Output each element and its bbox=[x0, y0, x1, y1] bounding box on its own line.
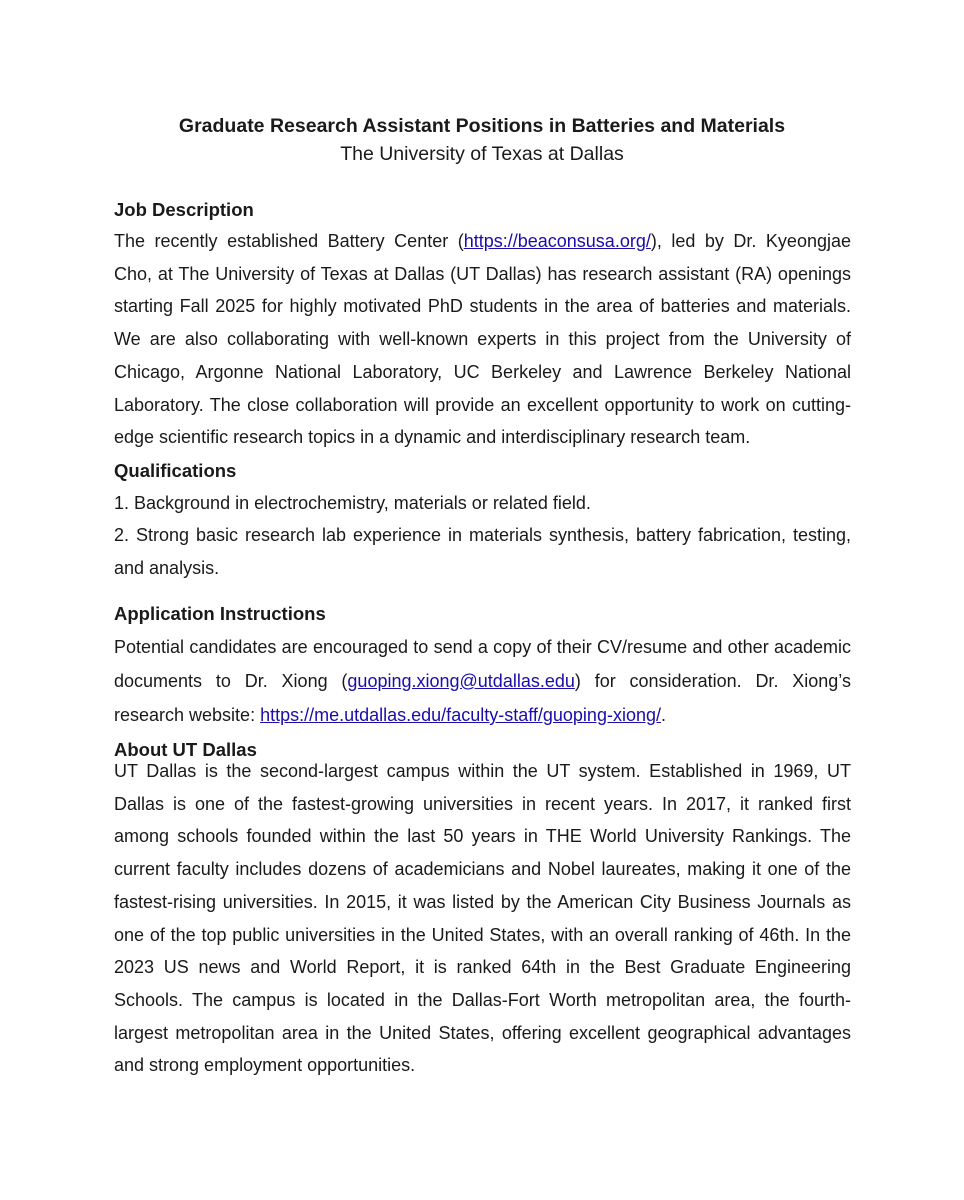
battery-center-link[interactable]: https://beaconsusa.org/ bbox=[463, 231, 651, 251]
job-text-before-link: The recently established Battery Center ( bbox=[114, 231, 464, 251]
qualification-item-2: 2. Strong basic research lab experience in materials synthesis, battery fabrication, testing, and analysis. bbox=[114, 525, 851, 578]
job-description-paragraph bbox=[114, 225, 851, 454]
about-ut-dallas-paragraph: UT Dallas is the second-largest campus within the UT system. Established in 1969, UT Dallas is one of the fastest-growing universities in recent years. In 2017, it ranked first among schools founded within the last 50 years in THE World University Rankings. The current faculty includes dozens of academicians and Nobel laureates, making it one of the fastest-rising universities. In 2015, it was listed by the American City Business Journals as one of the top public universities in the United States, with an overall ranking of 46th. In the 2023 US news and World Report, it is ranked 64th in the Best Graduate Engineering Schools. The campus is located in the Dallas-Fort Worth metropolitan area, the fourth-largest metropolitan area in the United States, offering excellent geographical advantages and strong employment opportunities. bbox=[114, 761, 851, 1076]
page-title: Graduate Research Assistant Positions in Batteries and Materials bbox=[178, 115, 786, 137]
qualification-item-1: 1. Background in electrochemistry, materials or related field. bbox=[114, 493, 591, 513]
page-subtitle: The University of Texas at Dallas bbox=[340, 143, 624, 165]
qualifications-heading: Qualifications bbox=[114, 460, 237, 481]
application-instructions-heading: Application Instructions bbox=[114, 603, 326, 624]
about-ut-dallas-heading: About UT Dallas bbox=[114, 739, 257, 760]
contact-email-link[interactable]: guoping.xiong@utdallas.edu bbox=[347, 671, 575, 691]
application-text-after-email: ) for consideration. Dr. Xiong’s research website: bbox=[114, 671, 851, 725]
application-text-before-email: Potential candidates are encouraged to send a copy of their CV/resume and other academic documents to Dr. Xiong ( bbox=[114, 637, 851, 691]
research-website-link[interactable]: https://me.utdallas.edu/faculty-staff/guoping-xiong/ bbox=[260, 705, 661, 725]
application-text-end: . bbox=[660, 705, 666, 725]
application-instructions-paragraph bbox=[114, 630, 851, 732]
job-text-after-link: ), led by Dr. Kyeongjae Cho, at The University of Texas at Dallas (UT Dallas) has research assistant (RA) openings starting Fall 2025 for highly motivated PhD students in the area of batteries and materials. We are also collaborating with well-known experts in this project from the University of Chicago, Argonne National Laboratory, UC Berkeley and Lawrence Berkeley National Laboratory. The close collaboration will provide an excellent opportunity to work on cutting-edge scientific research topics in a dynamic and interdisciplinary research team. bbox=[114, 231, 851, 448]
job-description-heading: Job Description bbox=[114, 199, 254, 220]
